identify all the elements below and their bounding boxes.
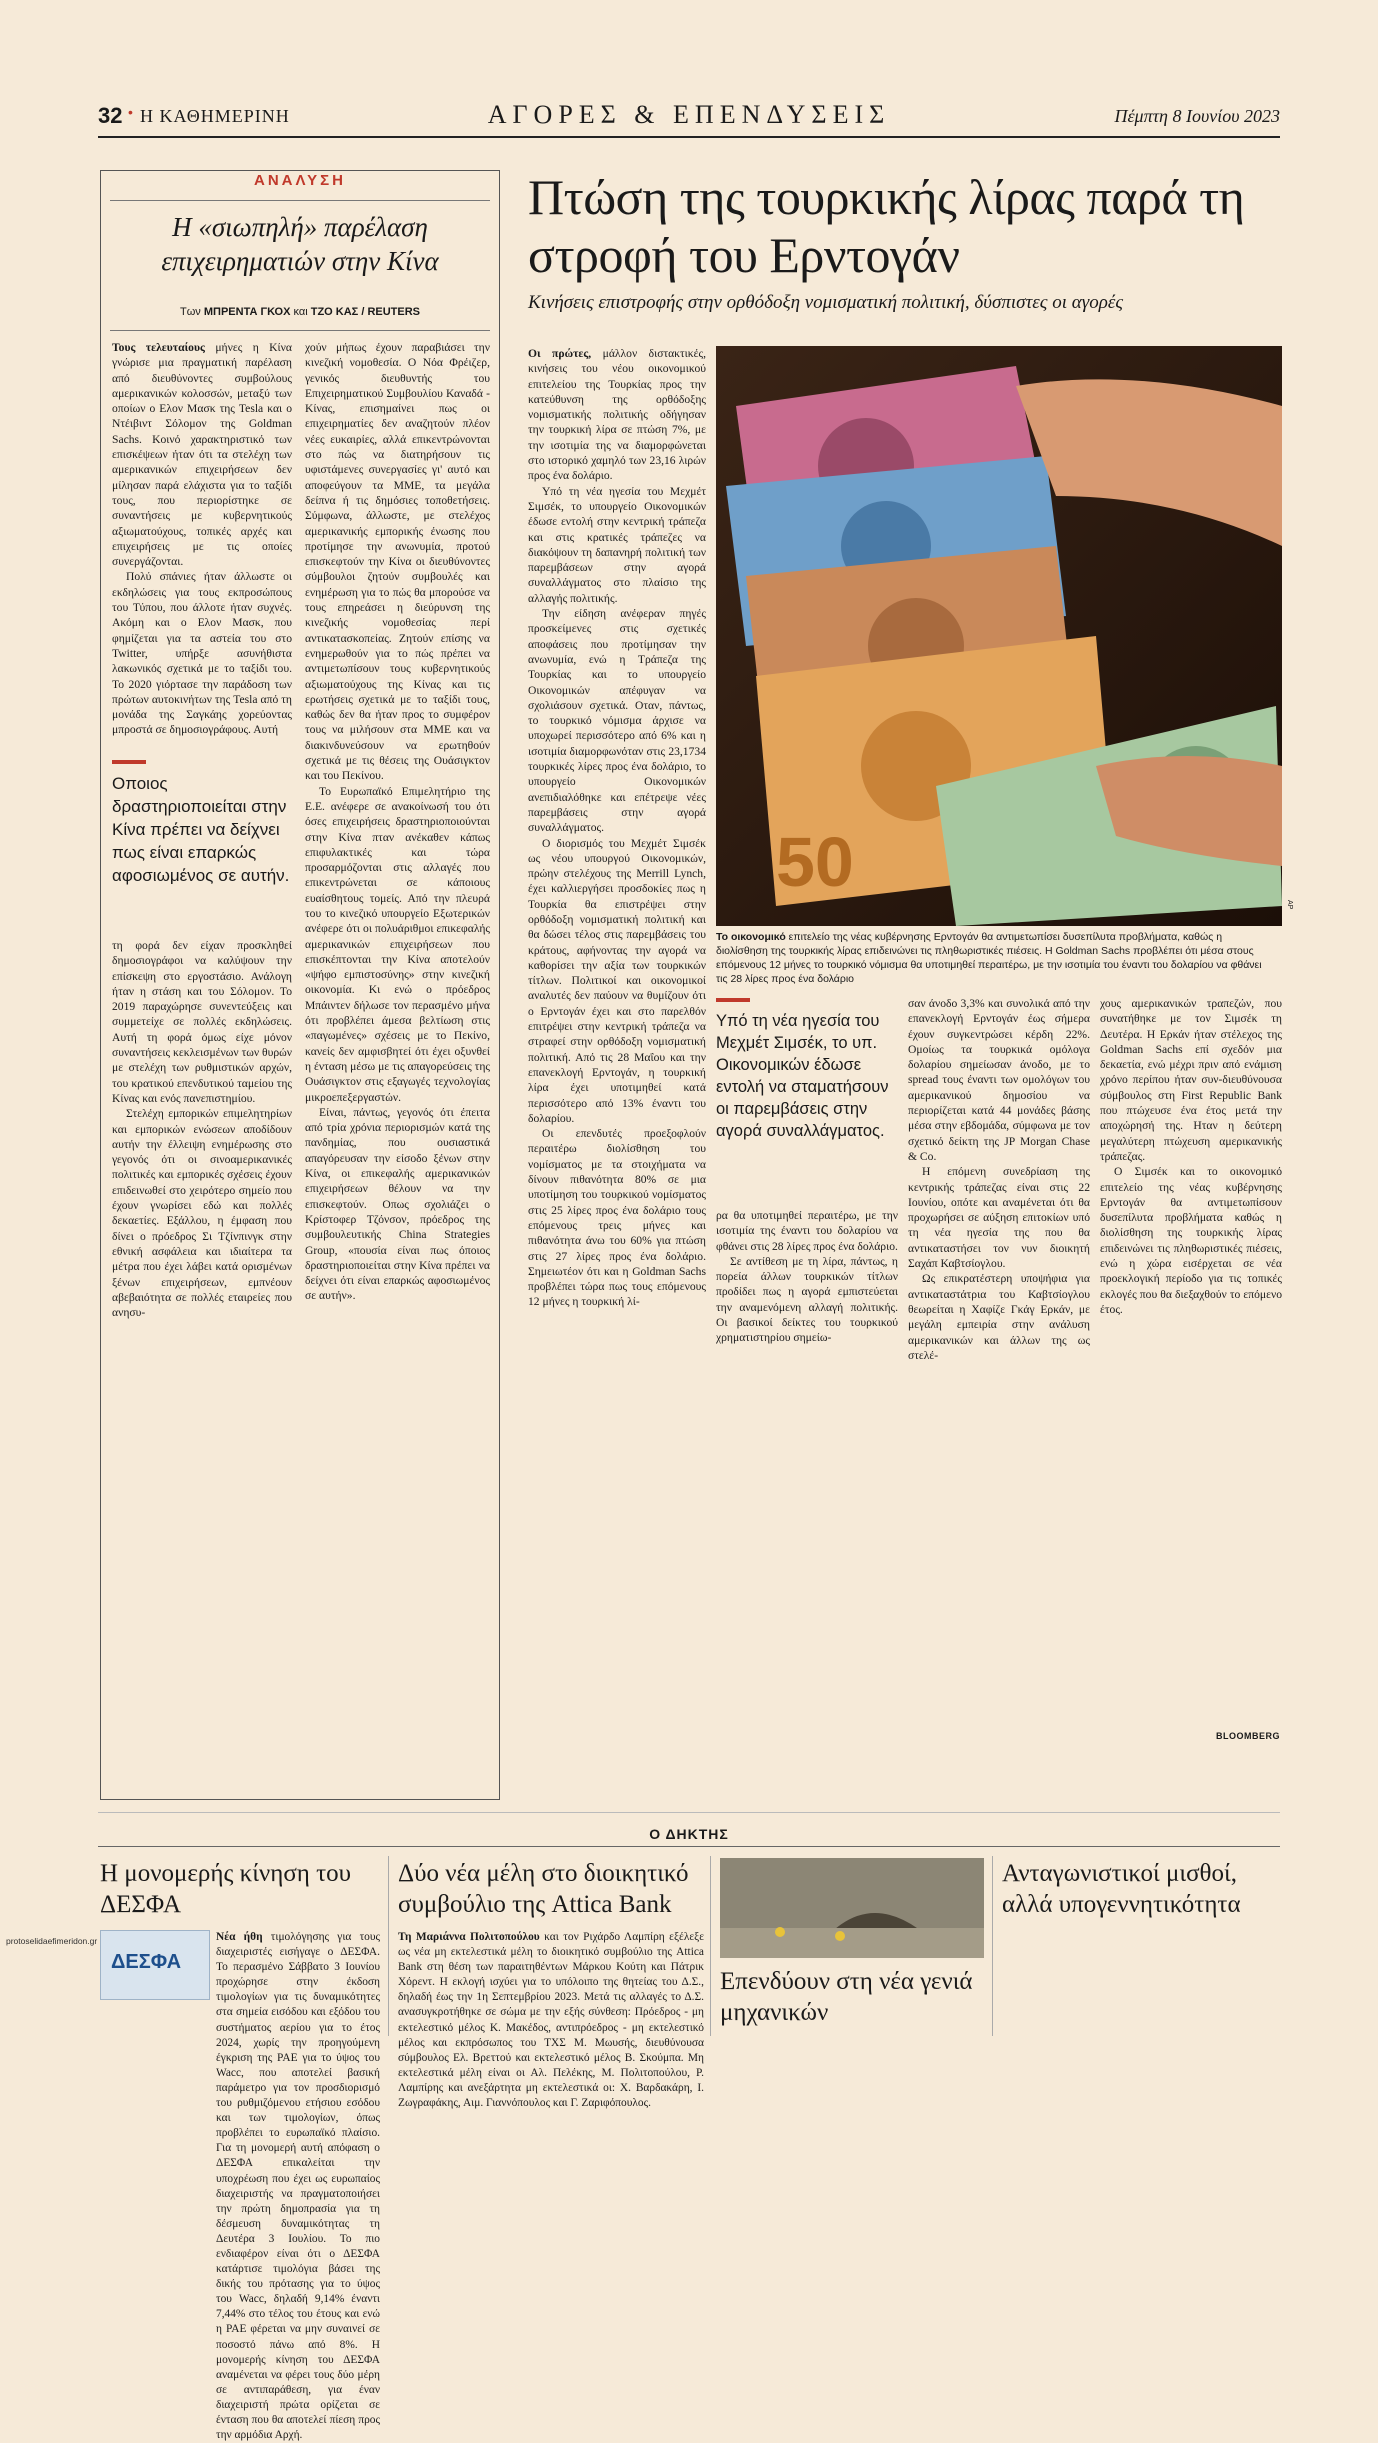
main-paragraph: Σε αντίθεση με τη λίρα, πάντως, η πορεία άλλων τουρκικών τίτλων προδίδει πως η αγορά εμπιστεύεται την αναμενόμενη αλλαγή πολιτικής. Οι βασικοί δείκτες του τουρκικού χρηματιστηρίου σημείω- [716,1254,898,1345]
pull-quote-bar [716,998,750,1002]
main-paragraph: Η επόμενη συνεδρίαση της κεντρικής τράπεζας είναι στις 22 Ιουνίου, οπότε και αναμένεται ότι θα προχωρήσει σε αύξηση επιτοκίων υπό τη νέα ηγεσία της που θα αντικαταστήσει τον νυν διοικητή Σαχάπ Καβτσίογλου. [908,1165,1090,1271]
brief-lead: Νέα ήθη [216,1931,263,1943]
main-paragraph: σαν άνοδο 3,3% και συνολικά από την επανεκλογή Ερντογάν έως σήμερα έχουν συγκεντρώσει κέρδη 22%. Ομοίως τα τουρκικά ομόλογα δολαρίου σημείωσαν άνοδο, με το spread τους έναντι των ομολόγων του αμερικανικού δημοσίου να περιορίζεται κατά 44 μονάδες βάσης μέσα στην εβδομάδα, σύμφωνα με τον σχετικό δείκτη της JP Morgan Chase & Co. [908,997,1090,1163]
analysis-paragraph: χούν μήπως έχουν παραβιάσει την κινεζική νομοθεσία. Ο Νόα Φρέιζερ, γενικός διευθυντής του Επιχειρηματικού Συμβουλίου Καναδά - Κίνας, επισημαίνει πως οι επιχειρηματίες δεν αναζητούν πλέον νέες ευκαιρίες, αλλά επικεντρώνονται στο πώς να διατηρήσουν τις υφιστάμενες συνεργασίες γι' αυτό και αποφεύγουν τα ΜΜΕ, τα μεγάλα δείπνα ή τις δημόσιες τοποθετήσεις. Σύμφωνα, άλλωστε, με στελέχος αμερικανικής εμπορικής ένωσης που προτίμησε την ανωνυμία, προτού επισκεφτούν την Κίνα οι διευθύνοντες σύμβουλοι ζητούν συμβουλές και ενημέρωση για το πώς θα μπορούσε να τους επηρεάσει η διεύρυνση της κινεζικής νομοθεσίας περί αντικατασκοπείας. Ζητούν επίσης να ενημερωθούν για το πώς πρέπει να αντιμετωπίσουν τους κυβερνητικούς αξιωματούχους της Κίνας και τις ερωτήσεις σχετικά με το ταξίδι τους, καθώς δεν θα ήταν προς το συμφέρον τους να μιλήσουν στα ΜΜΕ και να διακινδυνεύσουν να ερωτηθούν σχετικά με τις θέσεις της Ουάσιγκτον και του Πεκίνου. [305,341,490,783]
analysis-paragraph: τη φορά δεν είχαν προσκληθεί δημοσιογράφοι να καλύψουν την επίσκεψη στο εργοστάσιο. Ανάλογη ήταν η στάση και του Σόλομον. Το 2019 παραχώρησε συνεντεύξεις και συμμετείχε σε πολλές εκδηλώσεις. Αυτή τη φορά όμως είχε μόνον συναντήσεις κεκλεισμένων των θυρών με στελέχη των ρυθμιστικών αρχών, του κρατικού επενδυτικού ταμείου της Κίνας και ενός πανεπιστημίου. [112,939,292,1105]
main-pull-quote: Υπό τη νέα ηγεσία του Μεχμέτ Σιμσέκ, το υπ. Οικονομικών έδωσε εντολή να σταματήσουν οι παρεμβάσεις στην αγορά συναλλάγματος. [716,1012,889,1140]
header-rule [98,136,1280,138]
bullet-icon: • [128,104,133,120]
photo-caption [716,930,1276,986]
brief-headline-salaries: Ανταγωνιστικοί μισθοί, αλλά υπογεννητικότητα [1002,1860,1241,1918]
byline-author-2: ΤΖΟ ΚΑΣ / REUTERS [310,306,421,318]
main-paragraph: ρα θα υποτιμηθεί περαιτέρω, με την ισοτιμία της έναντι του δολαρίου να φθάνει στις 28 λίρες προς ένα δολάριο. [716,1209,898,1253]
banknotes-illustration [716,346,1282,926]
section-rule [98,1812,1280,1813]
main-paragraph: Υπό τη νέα ηγεσία του Μεχμέτ Σιμσέκ, το υπουργείο Οικονομικών έδωσε εντολή στην κεντρική τράπεζα και στις κρατικές τράπεζες να διακόψουν τη δαπανηρή πολιτική των παρεμβάσεων στην αγορά συναλλάγματος στο πλαίσιο της αλλαγής πολιτικής. [528,484,706,605]
main-lead: Οι πρώτες, [528,347,592,360]
column-divider [992,1856,993,2036]
main-paragraph: Οι επενδυτές προεξοφλούν περαιτέρω διολίσθηση του νομίσματος με τα στοιχήματα να δίνουν πιθανότητα 80% σε μια υποτίμηση του τουρκικού νομίσματος στις 25 λίρες προς ένα δολάριο τους επόμενους τρεις μήνες και πιθανότητα άνω του 60% για πτώση στις 27 λίρες προς ένα δολάριο. Σημειωτέον ότι και η Goldman Sachs προβλέπει τώρα πως τους επόμενους 12 μήνες η τουρκική λί- [528,1127,706,1309]
tunnel-illustration [720,1858,984,1958]
analysis-paragraph: Είναι, πάντως, γεγονός ότι έπειτα από τρία χρόνια περιορισμών κατά της πανδημίας, που ουσιαστικά απαγόρευσαν την είσοδο ξένων στην Κίνα, οι επικεφαλής αμερικανικών επιχειρήσεων θέλουν να την επισκεφτούν. Οπως σχολιάζει ο Κρίστοφερ Τζόνσον, πρόεδρος της συμβουλευτικής China Strategies Group, «πουσία είναι πως όποιος δραστηριοποιείται στην Κίνα πρέπει να δείχνει ότι είναι επαρκώς αφοσιωμένος σε αυτήν». [305,1105,490,1303]
analysis-paragraph: Το Ευρωπαϊκό Επιμελητήριο της Ε.Ε. ανέφερε σε ανακοίνωσή του ότι όσες επιχειρήσεις δραστηριοποιούνται στην Κίνα πταν ανέκαθεν κάπως επιφυλακτικές και τώρα προσαρμόζονται στις αλλαγές που επικεντρώνεται σε κάποιους ευαίσθητους τομείς. Από την πλευρά του το κινεζικό υπουργείο Εξωτερικών ανέφερε ότι οι πολυάριθμοι επικεφαλής αμερικανικών επιχειρήσεων που επισκέπτονται την Κίνα αποτελούν «ψήφο εμπιστοσύνης» στην κινεζική οικονομία. Κι ενώ ο πρόεδρος Μπάιντεν δήλωσε τον περασμένο μήνα ότι προβλέπει άμεσα βελτίωση στις «παγωμένες» σχέσεις με το Πεκίνο, κανείς δεν αμφισβητεί ότι έχει οξυνθεί η ένταση μέσω με τις απαγορεύσεις της Ουάσιγκτον στις εξαγωγές τεχνολογίας μικροεπεξεργαστών. [305,784,490,1104]
analysis-paragraph: Στελέχη εμπορικών επιμελητηρίων και εμπορικών ενώσεων αποδίδουν αυτήν την έλλειψη ενημέρωσης στο γεγονός ότι οι σινοαμερικανικές πολιτικές και εμπορικές σχέσεις έχουν επιδεινωθεί στο χειρότερο σημείο που έχουν γνωρίσει εδώ και πολλές δεκαετίες. Εξάλλου, η έμφαση που δίνει ο πρόεδρος Σι Τζίνπινγκ στην εθνική ασφάλεια και ιδιαίτερα τα μέτρα που έχει λάβει κατά ορισμένων ξένων επιχειρήσεων, εμπνέουν αβεβαιότητα σε πολλές εταιρείες που ανησυ- [112,1107,292,1320]
main-paragraph: Ο Σιμσέκ και το οικονομικό επιτελείο της νέας κυβέρνησης Ερντογάν θα αντιμετωπίσουν δυσεπίλυτα προβλήματα καθώς η διολίσθηση της τουρκικής λίρας επιδεινώνει τις πληθωριστικές πιέσεις, ενώ η χώρα εισέρχεται σε νέα προεκλογική περίοδο για τις τοπικές εκλογές που θα διεξαχθούν το επόμενο έτος. [1100,1165,1282,1316]
analysis-rule [110,330,490,331]
lira-banknotes-photo [716,346,1282,926]
section-title: ΑΓΟΡΕΣ & ΕΠΕΝΔΥΣΕΙΣ [487,100,891,129]
analysis-paragraph: μήνες η Κίνα γνώρισε μια πραγματική παρέλαση από διευθύνοντες συμβούλους αμερικανικών κολοσσών, μεταξύ των οποίων ο Ελον Μασκ της Tesla και ο Ντέιβιντ Σόλομον της Goldman Sachs. Κοινό χαρακτηριστικό των επισκέψεων ήταν ότι τα στελέχη των αμερικανικών επιχειρήσεων δεν μίλησαν παρά ελάχιστα για το ταξίδι τους, που περιορίστηκε σε συναντήσεις με κυβερνητικούς αξιωματούχους, τοπικές αρχές και επιχειρήσεις με τις οποίες συνεργάζονται. [112,341,292,569]
ticker-rule [98,1846,1280,1847]
analysis-kicker: ΑΝΑΛΥΣΗ [254,172,346,189]
analysis-column-2 [305,340,490,1304]
main-column-2 [716,1208,898,1346]
analysis-pull-quote: Οποιος δραστηριοποιείται στην Κίνα πρέπει να δείχνει πως είναι επαρκώς αφοσιωμένος σε αυτήν. [112,774,290,885]
brief-paragraph: τιμολόγησης για τους διαχειριστές εισήγαγε ο ΔΕΣΦΑ. Το περασμένο Σάββατο 3 Ιουνίου προχώρησε στην έκδοση τιμολογίων για τις δυναμικότητες στα σημεία εισόδου και εξόδου του συστήματος αερίου για το έτος 2024, χωρίς την προηγούμενη έγκριση της ΡΑΕ για το ύψος του Wacc, που αποτελεί βασική παράμετρο για τον προσδιορισμό του ρυθμιζόμενου ετήσιου εσόδου και των τιμολογίων, όπως προβλέπει το ευρωπαϊκό πλαίσιο. Για τη μονομερή αυτή απόφαση ο ΔΕΣΦΑ επικαλείται την υποχρέωση που έχει ως ευρωπαίος διαχειριστής να πραγματοποιήσει την πρώτη δημοπρασία για τη δέσμευση δυναμικότητας τη Δευτέρα 3 Ιουλίου. Το πιο ενδιαφέρον είναι ότι ο ΔΕΣΦΑ κατάρτισε τιμολόγια βάσει της δικής του πρότασης για το ύψος του Wacc, δηλαδή 9,14% έναντι 7,44% στο τέλος του έτους και ενώ η ΡΑΕ φέρεται να μην συναινεί σε ποσοστό πάνω από 8%. Η μονομερής κίνηση του ΔΕΣΦΑ αναμένεται να φέρει τους δύο μέρη σε αντιπαράθεση, για έναν διαχειριστή πρώτα ορίζεται σε ένταση που θα αποτελεί πίεση προς την αρμόδια Αρχή. [216,1931,380,2442]
analysis-rule [110,200,490,201]
page-number: 32 [98,103,123,128]
article-source: BLOOMBERG [1216,1731,1280,1741]
brief-text-desfa [216,1930,380,2443]
main-paragraph: Ως επικρατέστερη υποψήφια για αντικαταστάτρια του Καβτσίογλου θεωρείται η Χαφίζε Γκάγ Ερκάν, με μεγάλη εμπειρία στην ανάλυση αμερικανικών και άλλων της ως στελέ- [908,1272,1090,1362]
newspaper-name: Η ΚΑΘΗΜΕΡΙΝΗ [140,106,290,126]
issue-date: Πέμπτη 8 Ιουνίου 2023 [1114,106,1280,126]
analysis-title: Η «σιωπηλή» παρέλαση επιχειρηματιών στην Κίνα [161,212,439,276]
ticker-label: Ο ΔΗΚΤΗΣ [649,1826,729,1842]
main-column-3 [908,996,1090,1363]
watermark: protoselidaefimeridon.gr [6,1936,98,1946]
analysis-column-1-continued [112,938,292,1320]
main-paragraph: Την είδηση ανέφεραν πηγές προσκείμενες στις σχετικές αποφάσεις που προτίμησαν την ανωνυμία, ενώ η Τράπεζα της Τουρκίας και το υπουργείο Οικονομικών απέφυγαν να σχολιάσουν σχετικά. Οταν, πάντως, το τουρκικό νόμισμα άρχισε να υποχωρεί περισσότερο από 6% και η ισοτιμία διαμορφωνόταν στις 23,1734 τουρκικές λίρες προς ένα δολάριο, το υπουργείο Οικονομικών ανεπιδιαλόθηκε και επέτρεψε νέες παρεμβάσεις στην αγορά συναλλάγματος. [528,607,706,835]
brief-paragraph: και τον Ριχάρδο Λαμπίρη εξέλεξε ως νέα μη εκτελεστικά μέλη το διοικητικό συμβούλιο της Attica Bank στη θέση των παραιτηθέντων Μάρκου Κούτη και Πάτρικ Χόρεντ. Η εκλογή ισχύει για το υπόλοιπο της θητείας του Δ.Σ., δηλαδή έως την 1η Σεπτεμβρίου 2023. Μετά τις αλλαγές το Δ.Σ. ανασυγκροτήθηκε σε σώμα με την εξής σύνθεση: Πρόεδρος - μη εκτελεστικό μέλος Κ. Μακέδος, αντιπρόεδρος - μη εκτελεστικό μέλος και εκπρόσωπος του ΤΧΣ Μ. Μωυσής, διευθύνουσα σύμβουλος Ελ. Βρεττού και εκτελεστικό μέλος Β. Σκούμπα. Μη εκτελεστικά μέλη είναι οι Αλ. Πελέκης, Μ. Πολιτοπούλου, Ρ. Λαμπίρης και ανεξάρτητα μη εκτελεστικά οι: Χ. Βαρδακάρη, Ι. Ζωγραφάκης, Αιμ. Γιαννόπουλος και Γ. Ζαριφόπουλος. [398,1931,704,2110]
analysis-byline [110,306,490,318]
construction-photo [720,1858,984,1958]
caption-text: επιτελείο της νέας κυβέρνησης Ερντογάν θα αντιμετωπίσει δυσεπίλυτα προβλήματα, καθώς η διολίσθηση της τουρκικής λίρας επιδεινώνει τις πληθωριστικές πιέσεις. Η Goldman Sachs προβλέπει ότι μέσα στους επόμενους 12 μήνες το τουρκικό νόμισμα θα υποτιμηθεί περαιτέρω, με την ισοτιμία του έναντι του δολαρίου να φθάνει τις 28 λίρες προς ένα δολάριο [716,931,1262,985]
brief-lead: Τη Μαριάννα Πολιτοπούλου [398,1931,540,1943]
main-headline: Πτώση της τουρκικής λίρας παρά τη στροφή του Ερντογάν [528,169,1245,283]
main-column-1 [528,346,706,1310]
svg-text:50: 50 [776,823,854,901]
brief-headline-engineers: Επενδύουν στη νέα γενιά μηχανικών [720,1968,973,2026]
analysis-column-1 [112,340,292,738]
analysis-lead: Τους τελευταίους [112,341,205,354]
main-paragraph: χους αμερικανικών τραπεζών, που συνατήθηκε με τον Σιμσέκ τη Δευτέρα. Η Ερκάν ήταν στέλεχος της Goldman Sachs επί σχεδόν μια δεκαετία, ενώ μέχρι πριν από ενάμιση χρόνο περίπου ήταν συν-διευθύνουσα σύμβουλος στη First Republic Bank που πτώχευσε ένα έτος μετά την αποχώρησή της. Ηταν η δεύτερη μεγαλύτερη πτώχευση αμερικανικής τράπεζας. [1100,997,1282,1163]
brief-text-attica-bank [398,1930,704,2111]
byline-author-1: ΜΠΡΕΝΤΑ ΓΚΟΧ [203,306,291,318]
analysis-paragraph: Πολύ σπάνιες ήταν άλλωστε οι εκδηλώσεις για τους εκπροσώπους του Τύπου, που άλλοτε ήταν συχνές. Ακόμη και ο Ελον Μασκ, που φημίζεται για τα αστεία του στο Twitter, υπήρξε ασυνήθιστα λακωνικός σχετικά με το ταξίδι του. Το 2020 γιόρτασε την παράδοση των πρώτων αυτοκινήτων της Tesla από τη μονάδα της Σαγκάης χορεύοντας μπροστά σε δημοσιογράφους. Αυτή [112,570,292,737]
main-deck: Κινήσεις επιστροφής στην ορθόδοξη νομισματική πολιτική, δύσπιστες οι αγορές [528,292,1124,313]
brief-headline-attica-bank: Δύο νέα μέλη στο διοικητικό συμβούλιο της Attica Bank [398,1860,689,1918]
main-paragraph: Ο διορισμός του Μεχμέτ Σιμσέκ ως νέου υπουργού Οικονομικών, πρώην στελέχους της Merrill Lynch, έχει καλλιεργήσει προσδοκίες πως η Τουρκία θα επιστρέψει στην ορθόδοξη νομισματική πολιτική και θα δώσει τέλος στις παρεμβάσεις του κράτους, αφήνοντας την αγορά να καθορίσει την αξία των τουρκικών τίτλων. Πολιτικοί και οικονομικοί αναλυτές δεν παύουν να θυμίζουν ότι ο Ερντογάν έχει και στο παρελθόν επιτρέψει στην κεντρική τράπεζα να στραφεί στην ορθόδοξη νομισματική πολιτική. Από τις 28 Μαΐου και την επανεκλογή Ερντογάν, η τουρκική λίρα έχει υποτιμηθεί κατά περισσότερο από 13% έναντι του δολαρίου. [528,836,706,1125]
desfa-logo: ΔΕΣΦΑ [111,1951,182,1973]
main-column-4 [1100,996,1282,1317]
pull-quote-bar [112,760,146,764]
byline-and: και [293,306,308,318]
column-divider [710,1856,711,2036]
brief-headline-desfa: Η μονομερής κίνηση του ΔΕΣΦΑ [100,1860,352,1918]
desfa-photo [100,1930,210,2000]
byline-prefix: Των [179,306,201,318]
photo-credit: AP [1286,900,1293,910]
caption-lead: Το οικονομικό [716,931,786,943]
main-paragraph: μάλλον διστακτικές, κινήσεις του νέου οικονομικού επιτελείου της Τουρκίας προς την κατεύθυνση της ορθόδοξης νομισματικής πολιτικής οδήγησαν την τουρκική λίρα σε πτώση 7%, με την ισοτιμία της να διαμορφώνεται στο ιστορικό χαμηλό των 23,16 λιρών προς ένα δολάριο. [528,347,706,483]
column-divider [388,1856,389,2036]
